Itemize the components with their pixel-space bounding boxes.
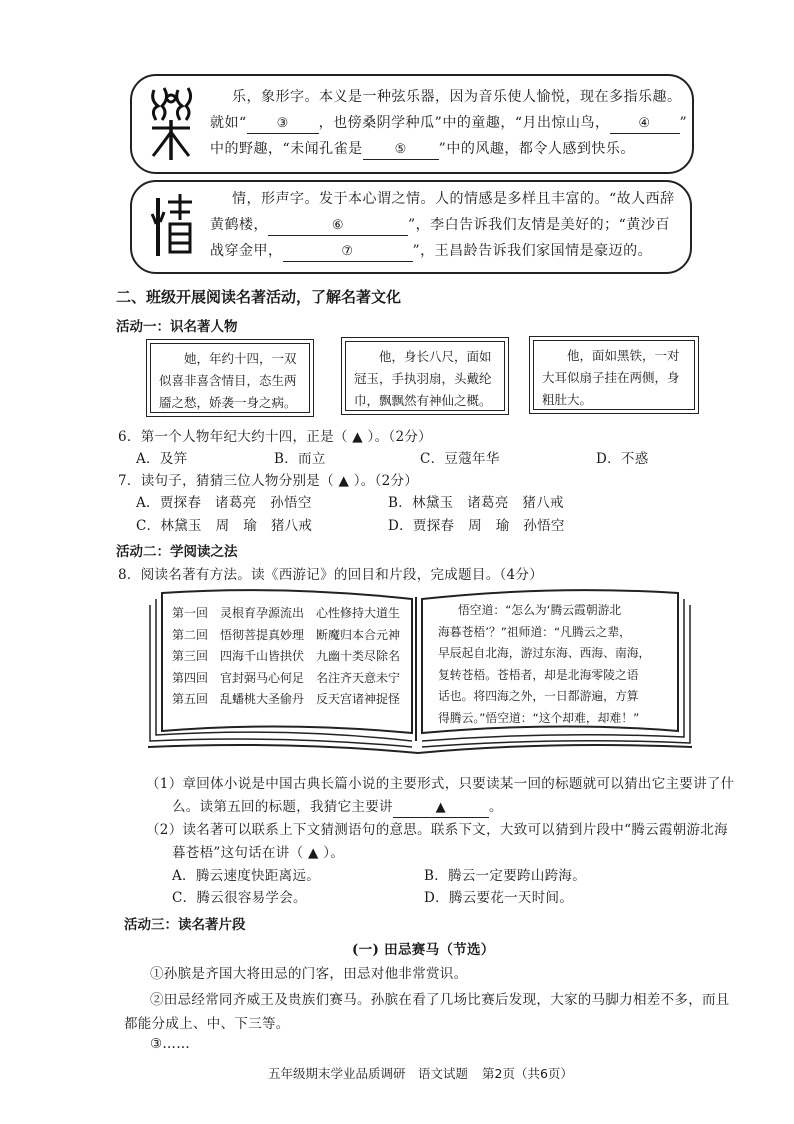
activity-2-label: 活动二：学阅读之法	[116, 544, 238, 560]
q8-2-option-d[interactable]: D．腾云要花一天时间。	[424, 890, 574, 906]
passage-line-3: 早辰起自北海，游过东海、西海、南海，	[438, 646, 651, 660]
passage-line-p1: ①孙膑是齐国大将田忌的门客，田忌对他非常赏识。	[150, 966, 468, 982]
q8-1-answer-blank[interactable]: ▲	[393, 799, 489, 818]
q8-2-line-1: （2）读名著可以联系上下文猜测语句的意思。联系下文，大致可以猜到片段中“腾云霞朝游北海	[146, 822, 728, 838]
qing-line-3: 战穿金甲， ⑦ ”，王昌龄告诉我们家国情是豪迈的。	[210, 238, 652, 264]
book-right-page-text	[438, 600, 650, 729]
character-card-3	[529, 336, 699, 414]
chapter-line-5: 第五回 乱蟠桃大圣偷丹 反天宫诸神捉怪	[172, 692, 401, 706]
passage-title: (一) 田忌赛马（节选）	[352, 942, 495, 958]
passage-line-p2b: 都能分成上、中、下三等。	[124, 1016, 290, 1032]
book-left-page-text	[172, 603, 400, 711]
q6-stem: 6．第一个人物年纪大约十四，正是（ ▲ ）。（2分）	[118, 429, 432, 445]
blank-4[interactable]: ④	[610, 115, 680, 134]
blank-6[interactable]: ⑥	[268, 217, 408, 236]
q6-option-a[interactable]: A．及笄	[136, 451, 188, 467]
q8-1-line-2: 么。读第五回的标题，我猜它主要讲 ▲ 。	[172, 795, 503, 818]
blank-7[interactable]: ⑦	[283, 243, 413, 262]
le-line-1: 乐，象形字。本义是一种弦乐器，因为音乐使人愉悦，现在多指乐趣。	[232, 89, 682, 105]
section-2-title: 二、班级开展阅读名著活动，了解名著文化	[116, 288, 402, 306]
character-card-1-text: 她，年约十四，一双似喜非喜含情目，态生两靥之愁，娇袭一身之病。	[150, 343, 310, 413]
qing-seal-glyph	[150, 192, 194, 260]
q8-2-option-b[interactable]: B．腾云一定要跨山跨海。	[424, 868, 587, 884]
le-line-3: 中的野趣，“未闻孔雀是 ⑤ ”中的风趣，都令人感到快乐。	[210, 136, 635, 162]
footer-exam-name: 五年级期末学业品质调研 语文试题	[268, 1066, 469, 1081]
q6-option-b[interactable]: B．而立	[274, 451, 326, 467]
q7-stem: 7．读句子，猜猜三位人物分别是（ ▲ ）。（2分）	[118, 473, 419, 489]
qing-line-1: 情，形声字。发于本心谓之情。人的情感是多样且丰富的。“故人西辞	[232, 191, 675, 207]
blank-3[interactable]: ③	[247, 115, 319, 134]
q6-option-c[interactable]: C．豆蔻年华	[420, 451, 500, 467]
passage-line-4: 复转苍梧。苍梧者，却是北海零陵之语	[438, 667, 639, 682]
chapter-line-2: 第二回 悟彻菩提真妙理 断魔归本合元神	[172, 627, 401, 642]
q6-option-d[interactable]: D．不惑	[596, 451, 649, 467]
chapter-line-3: 第三回 四海千山皆拱伏 九幽十类尽除名	[172, 649, 401, 663]
passage-line-p2: ②田忌经常同齐威王及贵族们赛马。孙膑在看了几场比赛后发现，大家的马脚力相差不多，而且	[150, 992, 730, 1008]
character-card-3-text: 他，面如黑铁，一对大耳似扇子挂在两侧，身粗肚大。	[533, 340, 695, 410]
le-line-2: 就如“ ③ ，也傍桑阴学种瓜”中的童趣，“月出惊山鸟， ④ ”	[210, 110, 687, 136]
activity-1-label: 活动一：识名著人物	[116, 319, 238, 335]
q8-stem: 8．阅读名著有方法。读《西游记》的回目和片段，完成题目。（4分）	[118, 567, 544, 583]
character-card-1	[146, 339, 314, 417]
le-seal-glyph	[148, 84, 194, 162]
chapter-line-4: 第四回 官封弼马心何足 名注齐天意未宁	[172, 670, 401, 685]
passage-line-5: 话也。将四海之外，一日都游遍，方算	[438, 689, 639, 703]
q8-2-line-2: 暮苍梧”这句话在讲（ ▲ ）。	[172, 845, 345, 861]
passage-line-2: 海暮苍梧’？”祖师道：“凡腾云之辈，	[438, 624, 631, 639]
q7-option-d[interactable]: D．贾探春 周 瑜 孙悟空	[388, 518, 565, 534]
blank-5[interactable]: ⑤	[363, 141, 439, 160]
q7-option-b[interactable]: B．林黛玉 诸葛亮 猪八戒	[388, 495, 564, 511]
passage-line-6: 得腾云。”悟空道：“这个却难，却难！”	[438, 710, 640, 725]
character-card-2-text: 他，身长八尺，面如冠玉，手执羽扇，头戴纶巾，飘飘然有神仙之概。	[345, 341, 505, 411]
q7-option-a[interactable]: A．贾探春 诸葛亮 孙悟空	[136, 495, 312, 511]
footer-page-number: 第2页（共6页）	[482, 1066, 573, 1081]
q8-2-option-c[interactable]: C．腾云很容易学会。	[172, 890, 307, 906]
qing-line-2: 黄鹤楼， ⑥ ”，李白告诉我们友情是美好的；“黄沙百	[210, 212, 670, 238]
chapter-line-1: 第一回 灵根育孕源流出 心性修持大道生	[172, 606, 401, 620]
activity-3-label: 活动三：读名著片段	[124, 917, 246, 933]
q8-1-line-1: （1）章回体小说是中国古典长篇小说的主要形式，只要读某一回的标题就可以猜出它主要讲了什	[146, 776, 735, 792]
character-card-2	[341, 337, 509, 415]
passage-line-1: 悟空道：“怎么为‘腾云霞朝游北	[458, 603, 622, 617]
q7-option-c[interactable]: C．林黛玉 周 瑜 猪八戒	[136, 518, 313, 534]
q8-2-option-a[interactable]: A．腾云速度快距离远。	[172, 868, 321, 884]
passage-line-p3: ③……	[150, 1036, 191, 1052]
